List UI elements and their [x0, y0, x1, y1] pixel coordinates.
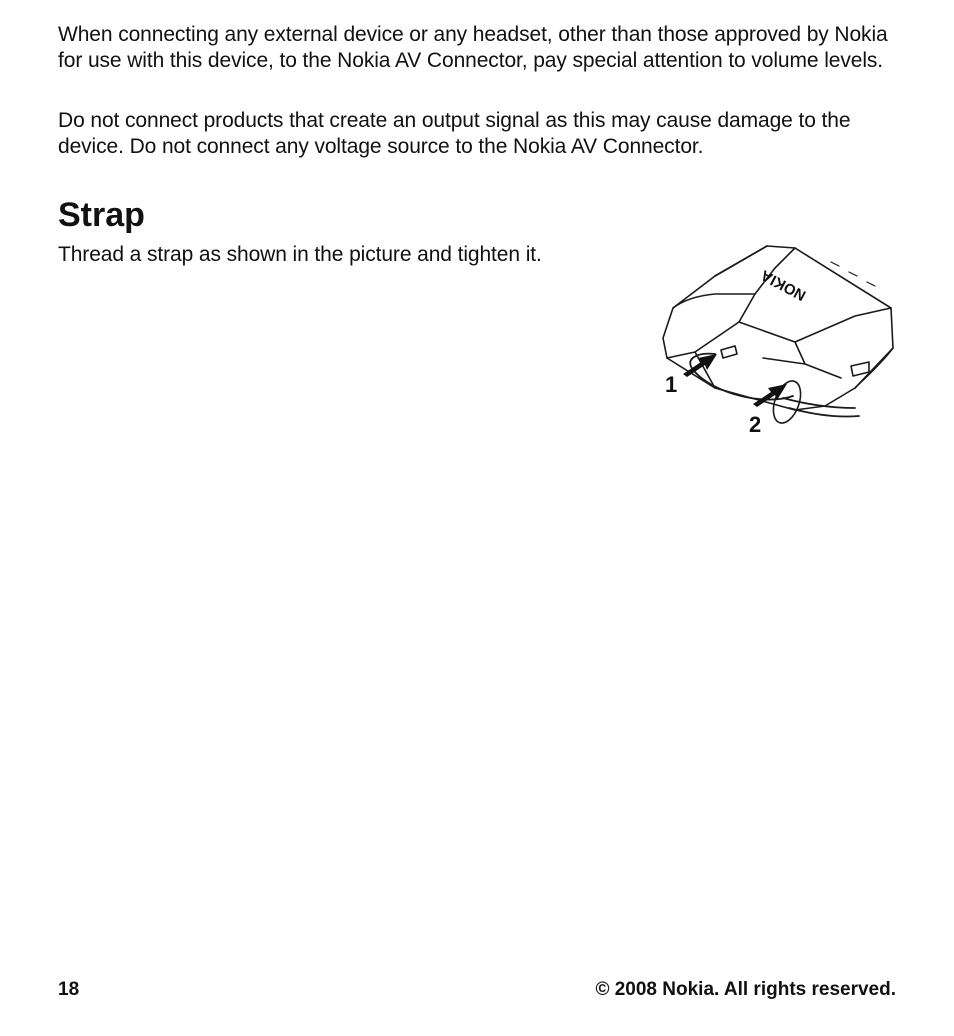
strap-lug: [721, 346, 737, 358]
phone-face-divider: [763, 342, 841, 378]
phone-face-panel: [739, 308, 891, 342]
step-2-label: 2: [749, 412, 762, 437]
paragraph-output-signal-warning: Do not connect products that create an output signal as this may cause damage to the device. Do not connect any voltage source to the Nokia AV Connector.: [58, 109, 851, 158]
strap-ring: [768, 377, 806, 427]
phone-front-lip: [673, 294, 755, 308]
copyright-notice: © 2008 Nokia. All rights reserved.: [595, 979, 896, 1000]
nokia-logo: NOKIA: [758, 266, 809, 304]
page-number: 18: [58, 979, 80, 1000]
phone-side-edge: [667, 322, 739, 388]
paragraph-av-connector-warning: When connecting any external device or any headset, other than those approved by Nokia for use with this device, to the Nokia AV Connector, pay special attention to volume levels.: [58, 23, 888, 72]
section-heading-strap: Strap: [58, 196, 145, 234]
strap-illustration: [655, 238, 895, 438]
strap-instruction: Thread a strap as shown in the picture and tighten it.: [58, 243, 542, 266]
step-1-label: 1: [665, 372, 678, 397]
phone-side-button: [851, 362, 869, 376]
arrow-step-1: [683, 354, 717, 377]
